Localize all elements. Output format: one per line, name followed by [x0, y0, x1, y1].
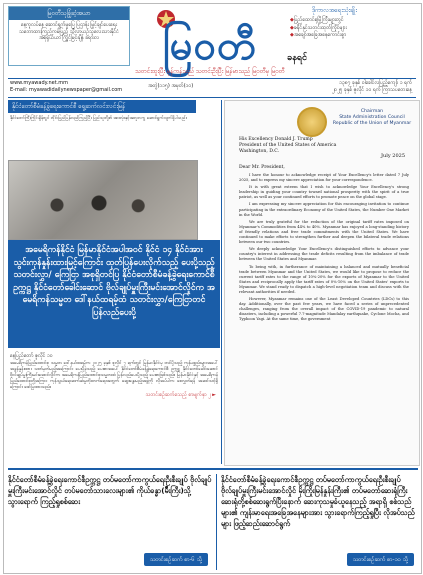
- main-article-body: [8, 352, 220, 464]
- letterhead-council: State Administration Council: [339, 115, 405, 120]
- bottom-story-right[interactable]: [216, 474, 418, 570]
- letter-scan: [224, 100, 420, 466]
- issue-date: [332, 80, 412, 94]
- left-article-text: နိုင်ငံတော်ကြီးကြိုင်ချိန်တွင် တိုင်းပြည်ပြန်လည်ကြည့်ပြီး ပြည်သူတို့၏ အားလုံးနှင့်အတူတကွ ဆောင်ရွက်လျက်ရှိပါသည်။: [10, 115, 188, 120]
- letterhead-country: Republic of the Union of Myanmar: [332, 121, 412, 126]
- article-byline: နေပြည်တော် ဇူလိုင် ၁၀: [10, 353, 53, 359]
- bottom-story-left-headline: နိုင်ငံတော်စီမံခန့်ခွဲရေးကောင်စီဥက္ကဋ္ဌ တပ်မတော်ကာကွယ်ရေးဦးစီးချုပ် ဗိုလ်ချုပ်မှူးကြီးမင်းအောင်လှိုင် တပ်မတော်သားလေးများ၏ ကိုယ်ခန္ဓာ(မ်ိဳးကြီး)သို့ သွားရောက် ကြည့်ရှုစစ်ဆေး: [8, 475, 212, 506]
- date-myanmar: ၁၃၈၇ ခုနှစ် ဝါခေါင်လပြည့်ကျော် ၁ ရက်: [339, 80, 412, 86]
- masthead-title: မြဝတီ: [163, 22, 257, 69]
- letter-date: July 2025: [381, 153, 405, 159]
- letter-paragraph: I have the honour to acknowledge receipt of Your Excellency's letter dated 7 July 2025, and to express my sincere appreciation for your correspondence.: [239, 173, 409, 183]
- bottom-left-continued-button[interactable]: သတင်းစဉ်ဆက် စာ-၆ သို့: [144, 553, 208, 566]
- letter-paragraph: I am expressing my sincere appreciation for this encouraging invitation to continue participating in the extraordinary Economy of the United States, the Number One Market in the World.: [239, 202, 409, 217]
- email-link[interactable]: E-mail: myawadidailynewspaper@gmail.com: [10, 87, 123, 93]
- slogan-heading: မြဝတီသုခြံ့ဆံ့အယာ: [9, 7, 129, 20]
- top-news-item[interactable]: ◆ ပြည်ထောင်စုမြို့ကြီးများတွင်: [290, 17, 418, 25]
- top-news-item[interactable]: ◆ ခရိုင်နှင့်သတင်းထုတ်ကြိုင်များ: [290, 25, 418, 33]
- letterhead: [327, 109, 417, 127]
- bottom-story-left[interactable]: [8, 474, 212, 570]
- letter-paragraph: We deeply acknowledge Your Excellency's distinguished efforts to advance your country's interest in addressing the trade deficits resulting from the imbalance of trade between the United States and Myanmar.: [239, 247, 409, 262]
- letter-paragraph: We are truly grateful for the reduction of the original tariff rates imposed on Myanmar's Commodities from 44% to 40%. Myanmar has enjoyed a long-standing history of friendly relations and free trade commitments with the United States. We have continued to make efforts to strengthen further and deepen the bilateral trade relations between our two countries.: [239, 219, 409, 245]
- top-news-heading: ဒိုကာလအရေးသုံးချိုး: [312, 7, 357, 14]
- masthead: [135, 6, 307, 74]
- main-headline[interactable]: အမေရိကန်နိုင်ငံ မြန်မာနိုင်ငံအပါအဝင် နိုင်ငံ ၁၄ နိုင်ငံအား သွင်းကုန်နှုန်းထားမြင့်ကြောင်း ထုတ်ပြန်ပေးလိုက်သည့် ပေးပို့သည့် သတင်းလွှာ/ ကြေငြာ အစုရှိတင်ပြ နိုင်ငံတော်စီမံခန့်ခွဲရေးကောင်စီဥက္ကဋ္ဌ နိုင်ငံတော်ခေါင်းဆောင် ဗိုလ်ချုပ်မှူးကြီးမင်းအောင်လှိုင်က အမေရိကန်သမ္မတ ဒေါ်နယ်ထရမ့်ထံ သတင်းလွှာ/ကြေငြာတင်ပြန်လည်ပေးပို့: [8, 240, 220, 348]
- letter-salutation: Dear Mr. President,: [239, 165, 285, 170]
- letterhead-title: Chairman: [360, 109, 384, 114]
- letter-paragraph: However, Myanmar remains one of the Least Developed Countries (LDCs) to this day. Additionally, over the past few years, we have faced a series of unprecedented challenges, ranging from the overall impact of the COVID-19 pandemic to natural disasters, including a powerful 7.7-magnitude Mandalay earthquake, Cyclone Mocha, and Typhoon Yagi. At the same time, the government: [239, 297, 409, 322]
- bottom-stories: [8, 468, 418, 570]
- top-news-box: [290, 6, 418, 66]
- volume-label: အတွဲ(၁၁၅) အမှတ်(၁၀): [148, 83, 194, 89]
- slogan-text: နေ့ကူလပ်နေ ဆောင်ရွက်မှုပြေ ပြဌာန်း မြှင့်ချင်ပေးရေး သဘောထားကြည့်ကမ်ပြည် သီလာယဉ်သူလေးသားနိုင်ငံ အစုရှယ်ယာ ကြွှင့်မြင့်ချိန် ခရားလ: [19, 22, 119, 41]
- addressee-city: Washington, D.C.: [239, 149, 280, 154]
- photo-people: [29, 193, 169, 233]
- top-news-item[interactable]: ◆ အချော်အခြေအနေကောင်းစွာ: [290, 32, 418, 40]
- info-bar: [8, 78, 416, 98]
- letter-paragraph: To being with, in furtherance of maintaining a balanced and mutually beneficial trade between Myanmar and the United States, we would like to propose to reduce the current tariff rates to the range of 10%-20% for the exports of Myanmar to the United States and reciprocally apply the tariff rates of 0%-10% on the United States' exports to Myanmar. We stand ready to dispatch a high-level negotiation team and discuss with the relevant authorities if needed.: [239, 264, 409, 294]
- news-photo: [8, 160, 198, 240]
- website-link[interactable]: www.myawady.net.mm: [10, 80, 68, 86]
- bottom-story-right-headline: နိုင်ငံတော်စီမံခန့်ခွဲရေးကောင်စီဥက္ကဋ္ဌ တပ်မတော်ကာကွယ်ရေးဦးစီးချုပ် ဗိုလ်ချုပ်မှူးကြီးမင်းအောင်လှိုင် မိုးကြိုးမြန်နှုန်းကြီး၏ တပ်မတော်ဆေးရုံကြီး ဆေးရုံတို့စစ်ဆေးရွက်ပြီးနောက် ဆေးကုသမှုခံယူနေသည့် အရာရှိ စစ်သည်များ၏ ကျန်းမာရေးအခြေအနေများအား သွားရောက်ကြည့်ရှုပြီး လိုအပ်သည်များ ဖြည့်ဆည်းဆောင်ရွက်: [221, 475, 415, 528]
- contact-info: [10, 80, 122, 94]
- letter-addressee: [239, 137, 336, 155]
- addressee-name: His Excellency Donald J. Trump: [239, 137, 313, 142]
- state-seal-icon: [297, 107, 327, 137]
- bottom-right-continued-button[interactable]: သတင်းစဉ်ဆက် စာ-၁၀ သို့: [347, 553, 414, 566]
- addressee-title: President of the United States of America: [239, 143, 337, 148]
- masthead-tagline: သတင်းထူးပြီး မှန်ကန်သည် သတင်းဦးပြီး မြန်မာသည် မြဝတီမှ မြဝတီ: [135, 68, 285, 75]
- continued-link[interactable]: သတင်းစဉ်ဆက်သေည့် စာမျက်နှာ ၂ ►: [145, 391, 216, 398]
- date-gregorian: ၂၀၂၅ ခုနှစ် ဇူလိုင် ၁၀ ရက် ကြာသပတေးနေ့: [331, 87, 412, 93]
- article-text: အမေရိကန်ပြည်ထောင်စု သမ္မတ ဒေါ်နယ်ထရမ့်က ၂၀၂၅ ခုနှစ် ဇူလိုင် ၇ ရက်တွင် မြန်မာနိုင်ငံမှ တင်ပို့သည့် ကုန်ပစ္စည်းများအပေါ် အခွန်နှုန်းထား သတ်မှတ်မည့်အကြောင်း ပေးပို့ခဲ့သည့် ပေးစာအပေါ် နိုင်ငံတော်စီမံခန့်ခွဲရေးကောင်စီ ဥက္ကဋ္ဌ နိုင်ငံတော်ခေါင်းဆောင် ဗိုလ်ချုပ်မှူးကြီးမင်းအောင်လှိုင်က အမေရိကန်ပြည်ထောင်စုသမ္မတထံ ပြန်လည်ပေးပို့သည့် ပေးစာဖြစ်သည်။ မြန်မာနိုင်ငံနှင့် အမေရိကန်ပြည်ထောင်စုတို့အကြား ကုန်သွယ်ရေးဆက်ဆံမှုတိုးတက်ရေးအတွက် ဆွေးနွေးမည့်အဖွဲ့ကို လိုအပ်ပါက စေလွှတ်ရန် အဆင်သင့်ရှိကြောင်း ဖော်ပြထားသည်။: [10, 361, 218, 390]
- edition-label: ခနရင်: [287, 53, 307, 63]
- letter-paragraph: It is with great esteem that I wish to acknowledge Your Excellency's strong leadership in guiding your country toward national prosperity with the spirit of a true patriot, as well as your continued efforts to promote peace on the global stage.: [239, 185, 409, 200]
- slogan-box: [8, 6, 130, 66]
- column-divider: [221, 100, 222, 464]
- letter-body: [239, 173, 409, 325]
- left-article-heading[interactable]: နိုင်ငံတော်စီမံခန့်ခွဲရေးကောင်စီ ရှေ့ဆက်လင်းလင်းမြန်: [8, 100, 196, 113]
